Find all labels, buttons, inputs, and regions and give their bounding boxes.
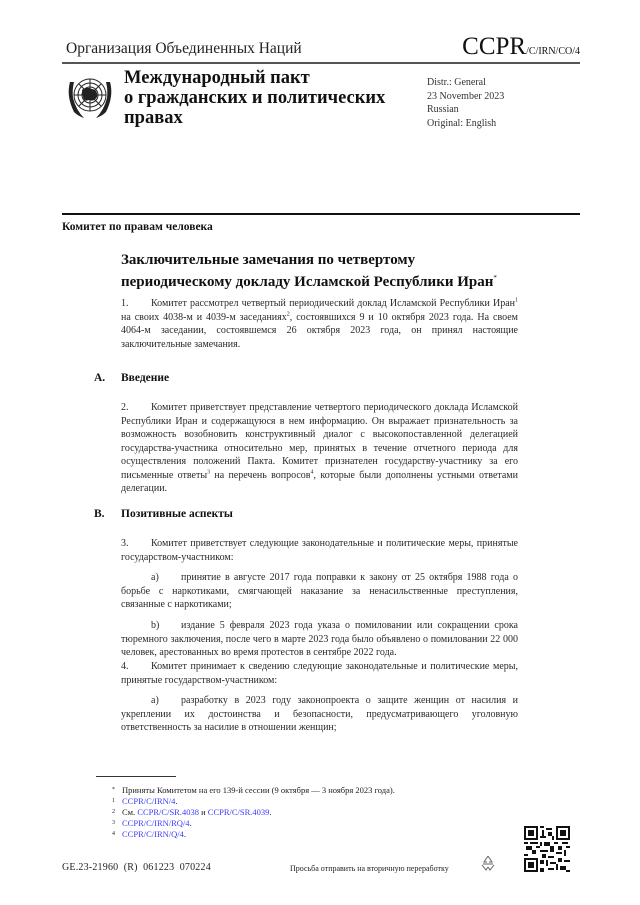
- subparagraph-label: a): [151, 572, 159, 583]
- symbol-suffix: /C/IRN/CO/4: [526, 46, 580, 57]
- section-b-heading: B. Позитивные аспекты: [94, 508, 233, 520]
- document-symbol: [462, 33, 580, 61]
- footnote-ref[interactable]: 2: [286, 311, 290, 318]
- job-number: GE.23-21960 (R) 061223 070224: [62, 862, 211, 873]
- paragraph-3a: a) принятие в августе 2017 года поправки к закону от 25 октября 1988 года о борьбе с наркотиками, смягчающей наказание за ненасильственные преступления, связанные с наркотиками;: [121, 572, 518, 610]
- header-rule: [62, 62, 580, 64]
- committee-name: Комитет по правам человека: [62, 221, 213, 233]
- footnote-link[interactable]: CCPR/C/IRN/4: [122, 796, 176, 806]
- footnote-item: 3 CCPR/C/IRN/RQ/4.: [112, 818, 192, 828]
- distribution-info: [427, 76, 504, 130]
- document-date: 23 November 2023: [427, 90, 505, 102]
- title-line-1: Заключительные замечания по четвертому: [121, 252, 416, 268]
- organization-name: Организация Объединенных Наций: [66, 40, 302, 57]
- subparagraph-label: b): [151, 620, 160, 631]
- footnote-link[interactable]: CCPR/C/IRN/RQ/4: [122, 818, 190, 828]
- footnote-ref[interactable]: 4: [310, 469, 314, 476]
- document-language: Russian: [427, 104, 459, 115]
- footnote-link[interactable]: CCPR/C/IRN/Q/4: [122, 829, 184, 839]
- footnote-link[interactable]: CCPR/C/SR.4039: [207, 807, 270, 817]
- symbol-main: CCPR: [462, 33, 527, 60]
- paragraph-3b: b) издание 5 февраля 2023 года указа о помиловании или сокращении срока тюремного заключения, после чего в марте 2023 года было объявлено о помиловании 22 000 человек, арестованных во время протестов в сентябре 2022 года.: [121, 620, 518, 658]
- recycle-text: Просьба отправить на вторичную переработку: [290, 864, 449, 873]
- paragraph-number: 2.: [121, 402, 129, 413]
- footnote-link[interactable]: CCPR/C/SR.4038: [137, 807, 199, 817]
- distribution-type: Distr.: General: [427, 77, 486, 88]
- un-emblem-icon: [62, 68, 118, 124]
- footnote-rule: [96, 776, 176, 777]
- original-language: Original: English: [427, 117, 497, 129]
- section-rule: [62, 213, 580, 215]
- treaty-title-line: Международный пакт: [124, 68, 310, 88]
- paragraph-1: 1. Комитет рассмотрел четвертый периодический доклад Исламской Республики Иран$^1$ на своих 4038-м и 4039-м заседаниях$^2$, состоявшихся 9 и 10 октября 2023 года. На своем 4064-м заседании, состоявшемся 26 октября 2023 года, он принял настоящие заключительные замечания.: [121, 297, 518, 350]
- footnote-item: 1 CCPR/C/IRN/4.: [112, 796, 178, 806]
- paragraph-3: 3. Комитет приветствует следующие законодательные и политические меры, принятые государством-участником:: [121, 538, 518, 563]
- section-a-heading: A. Введение: [94, 372, 170, 384]
- footnote-item: 4 CCPR/C/IRN/Q/4.: [112, 829, 187, 839]
- paragraph-2: 2. Комитет приветствует представление четвертого периодического доклада Исламской Республики Иран и содержащуюся в нем информацию. Он выражает признательность за возможность возобновить конструктивный диалог с высокопоставленной делегацией государства-участника относительно мер, принятых в течение отчетного периода для осуществления положений Пакта. Комитет признателен государству-участнику за его письменные ответы$^3$ на перечень вопросов$^4$, которые были дополнены устными ответами делегации.: [121, 402, 518, 494]
- treaty-title-line: о гражданских и политических: [124, 88, 386, 108]
- footnote-ref[interactable]: 1: [515, 297, 518, 304]
- footnotes: [112, 785, 395, 840]
- subparagraph-label: a): [151, 695, 159, 706]
- document-title: [121, 251, 497, 291]
- treaty-title-line: правах: [124, 108, 183, 128]
- treaty-title: [124, 68, 385, 128]
- title-footnote-mark[interactable]: *: [493, 274, 497, 282]
- paragraph-4a: a) разработку в 2023 году законопроекта о защите женщин от насилия и укреплении их достоинства и безопасности, предусматривающего уголовную ответственность за насилие в отношении женщин;: [121, 695, 518, 733]
- footnote-item: * Приняты Комитетом на его 139-й сессии (9 октября — 3 ноября 2023 года).: [112, 785, 395, 795]
- paragraph-number: 4.: [121, 661, 129, 672]
- footnote-item: 2 См. CCPR/C/SR.4038 и CCPR/C/SR.4039.: [112, 807, 272, 817]
- qr-code-icon: [524, 826, 570, 872]
- paragraph-number: 1.: [121, 298, 129, 309]
- paragraph-number: 3.: [121, 538, 129, 549]
- paragraph-4: 4. Комитет принимает к сведению следующие законодательные и политические меры, принятые государством-участником:: [121, 661, 518, 686]
- footnote-ref[interactable]: 3: [207, 469, 211, 476]
- recycle-icon: [478, 853, 498, 873]
- title-line-2: периодическому докладу Исламской Республики Иран*: [121, 274, 497, 290]
